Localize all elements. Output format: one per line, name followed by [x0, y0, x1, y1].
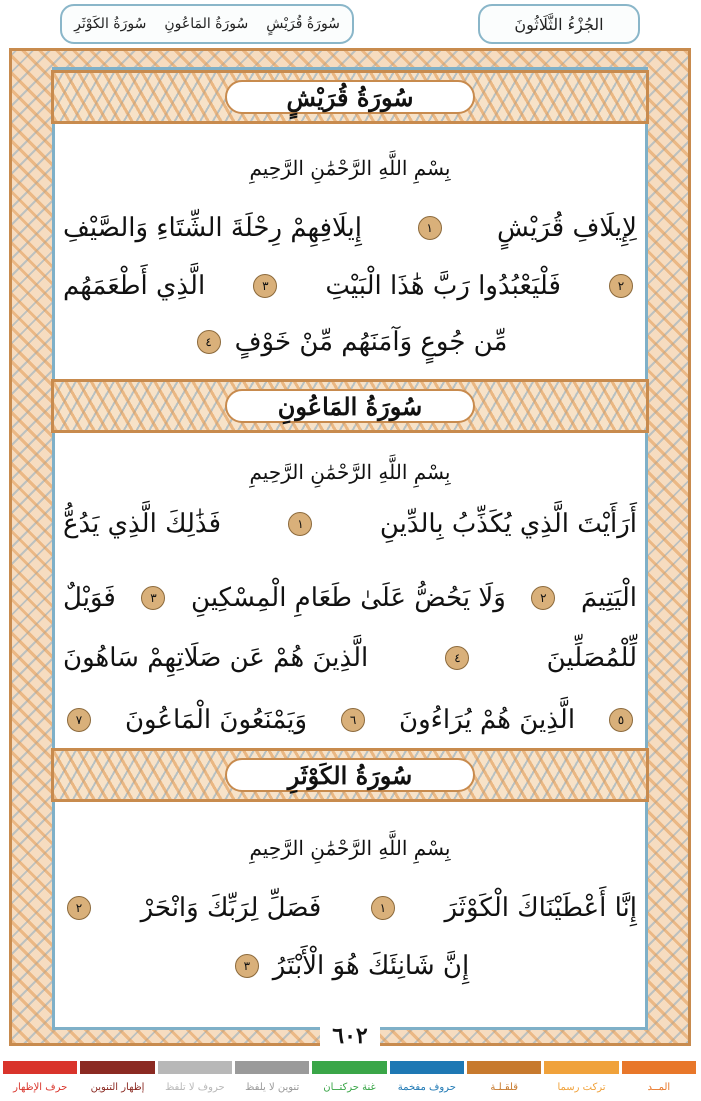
ayah-line	[63, 502, 637, 546]
verse-text: فَوَيْلٌ	[63, 583, 116, 613]
verse-text: فَذَٰلِكَ الَّذِي يَدُعُّ	[63, 509, 221, 539]
verse-text: وَلَا يَحُضُّ عَلَىٰ طَعَامِ الْمِسْكِينِ	[191, 583, 506, 613]
legend-swatch	[235, 1061, 309, 1074]
legend-swatch	[622, 1061, 696, 1074]
header-surah-name: سُورَةُ الكَوْثَرِ	[74, 16, 147, 32]
page-number-holder	[12, 1023, 688, 1049]
legend-label: غنة حركتــان	[323, 1082, 376, 1093]
legend-swatch	[3, 1061, 77, 1074]
header-surah-name: سُورَةُ قُرَيْشٍ	[266, 16, 340, 32]
ayah-line	[63, 944, 637, 988]
tajweed-color-legend	[3, 1061, 696, 1101]
surah-title: سُورَةُ قُرَيْشٍ	[225, 80, 475, 114]
ayah-number-marker: ١	[288, 512, 312, 536]
header-surah-name: سُورَةُ المَاعُونِ	[164, 16, 249, 32]
verse-text: فَلْيَعْبُدُوا رَبَّ هَٰذَا الْبَيْتِ	[325, 271, 561, 301]
verse-text: الْيَتِيمَ	[581, 583, 637, 613]
basmala: بِسْمِ اللَّهِ الرَّحْمَٰنِ الرَّحِيمِ	[249, 460, 451, 484]
surah-names-box	[60, 4, 354, 44]
verse-text: الَّذِينَ هُمْ عَن صَلَاتِهِمْ سَاهُونَ	[63, 643, 369, 673]
ayah-number-marker: ٢	[531, 586, 555, 610]
verse-text: إِنَّ شَانِئَكَ هُوَ الْأَبْتَرُ	[272, 951, 470, 981]
verse-text: إِيلَافِهِمْ رِحْلَةَ الشِّتَاءِ وَالصَّيْفِ	[63, 213, 363, 243]
surah-banner-maun	[51, 379, 649, 433]
legend-color-bars	[3, 1061, 696, 1074]
ayah-number-marker: ٣	[235, 954, 259, 978]
verse-text: الَّذِينَ هُمْ يُرَاءُونَ	[399, 705, 576, 735]
legend-label: قلقـلـة	[490, 1082, 519, 1093]
ayah-line	[63, 206, 637, 250]
basmala: بِسْمِ اللَّهِ الرَّحْمَٰنِ الرَّحِيمِ	[249, 156, 451, 180]
ayah-line	[63, 264, 637, 308]
legend-label: حروف مفخمة	[397, 1082, 456, 1093]
legend-swatch	[467, 1061, 541, 1074]
verse-text: مِّن جُوعٍ وَآمَنَهُم مِّنْ خَوْفٍ	[234, 327, 508, 357]
ayah-number-marker: ٤	[445, 646, 469, 670]
legend-label: تركت رسما	[557, 1082, 606, 1093]
ayah-number-marker: ١	[418, 216, 442, 240]
surah-title: سُورَةُ الكَوْثَرِ	[225, 758, 475, 792]
legend-label: حروف لا تلفظ	[165, 1082, 225, 1093]
legend-label: المــد	[647, 1082, 671, 1093]
verse-text: إِنَّا أَعْطَيْنَاكَ الْكَوْثَرَ	[444, 893, 637, 923]
ayah-line	[63, 636, 637, 680]
ayah-number-marker: ١	[371, 896, 395, 920]
surah-banner-kawthar	[51, 748, 649, 802]
ornamental-frame	[9, 48, 691, 1049]
basmala: بِسْمِ اللَّهِ الرَّحْمَٰنِ الرَّحِيمِ	[249, 836, 451, 860]
juz-box	[478, 4, 640, 44]
page-number: ٦٠٢	[320, 1023, 379, 1049]
ayah-number-marker: ٤	[197, 330, 221, 354]
juz-label: الجُزْءُ الثَّلَاثُونَ	[514, 14, 604, 34]
verse-text: الَّذِي أَطْعَمَهُم	[63, 271, 206, 301]
ayah-line	[63, 576, 637, 620]
verse-text: لِّلْمُصَلِّينَ	[546, 643, 637, 673]
ayah-number-marker: ٣	[141, 586, 165, 610]
verse-text: لِإِيلَافِ قُرَيْشٍ	[497, 213, 637, 243]
verse-text: وَيَمْنَعُونَ الْمَاعُونَ	[124, 705, 308, 735]
legend-swatch	[390, 1061, 464, 1074]
ayah-line	[63, 698, 637, 742]
surah-banner-quraysh	[51, 70, 649, 124]
surah-title: سُورَةُ المَاعُونِ	[225, 389, 475, 423]
verse-text: أَرَأَيْتَ الَّذِي يُكَذِّبُ بِالدِّينِ	[379, 509, 637, 539]
verse-text: فَصَلِّ لِرَبِّكَ وَانْحَرْ	[140, 893, 322, 923]
page-header	[60, 4, 640, 42]
mushaf-page	[52, 67, 648, 1030]
ayah-number-marker: ٢	[609, 274, 633, 298]
legend-swatch	[312, 1061, 386, 1074]
ayah-number-marker: ٣	[253, 274, 277, 298]
ayah-number-marker: ٧	[67, 708, 91, 732]
legend-label: إظهار التنوين	[90, 1082, 145, 1093]
ayah-number-marker: ٢	[67, 896, 91, 920]
ayah-number-marker: ٦	[341, 708, 365, 732]
legend-swatch	[544, 1061, 618, 1074]
ayah-line	[63, 320, 637, 364]
legend-swatch	[158, 1061, 232, 1074]
ayah-line	[63, 886, 637, 930]
legend-label: تنوين لا يلفظ	[245, 1082, 300, 1093]
legend-labels	[3, 1082, 696, 1093]
legend-swatch	[80, 1061, 154, 1074]
legend-label: حرف الإظهار	[13, 1082, 68, 1093]
ayah-number-marker: ٥	[609, 708, 633, 732]
